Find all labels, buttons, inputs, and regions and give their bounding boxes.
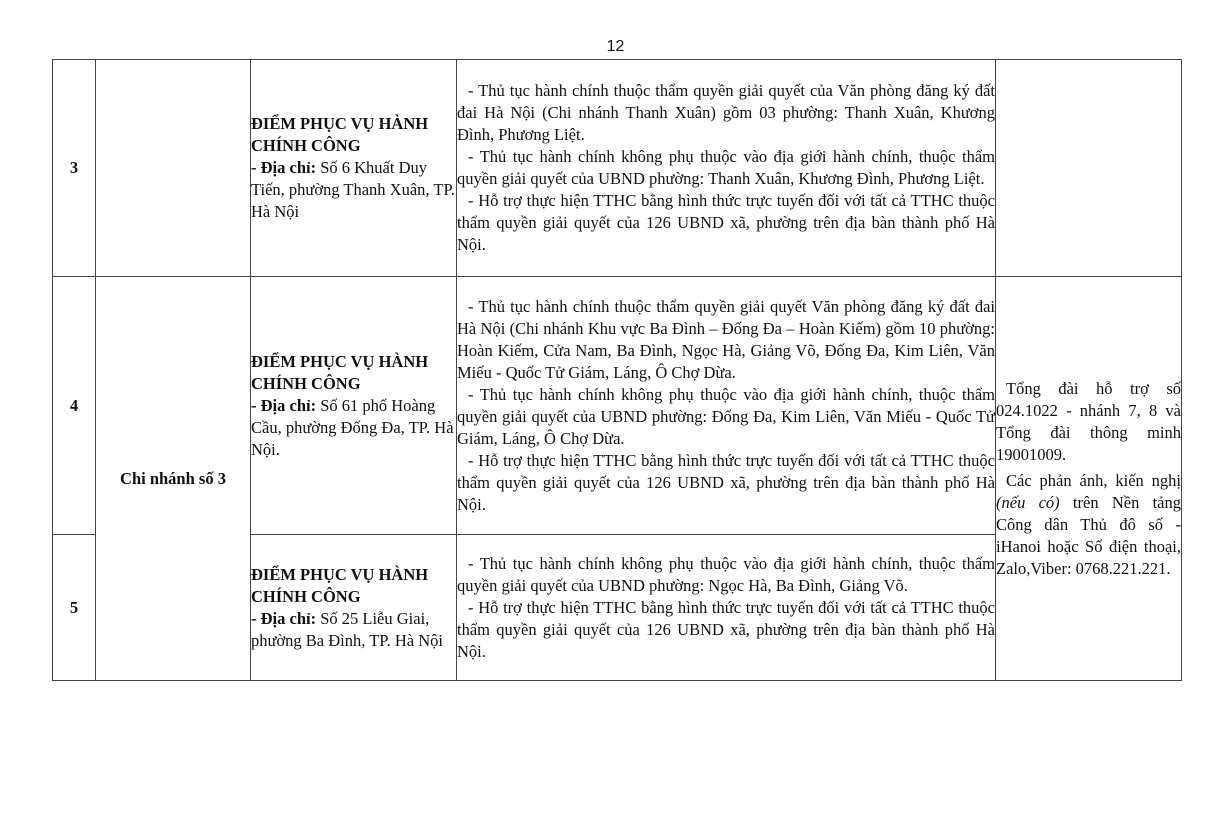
row-number: 4: [53, 277, 96, 535]
row-number: 3: [53, 60, 96, 277]
address-text: Số 61 phố Hoàng Cầu, phường Đống Đa, TP. Hà Nội.: [251, 395, 454, 459]
service-point-title: ĐIỂM PHỤC VỤ HÀNH CHÍNH CÔNG: [251, 114, 429, 155]
table-row: [53, 277, 1182, 535]
hotline-text: Tổng đài hỗ trợ số 024.1022 - nhánh 7, 8 và Tổng đài thông minh 19001009.: [996, 378, 1181, 464]
service-point-title: ĐIỂM PHỤC VỤ HÀNH CHÍNH CÔNG: [251, 351, 429, 393]
branch-cell-empty: [96, 60, 251, 277]
address-text: Số 6 Khuất Duy Tiến, phường Thanh Xuân, TP. Hà Nội: [251, 158, 455, 221]
address-label: - Địa chỉ:: [251, 608, 317, 628]
row-number: 5: [53, 535, 96, 681]
address-label: - Địa chỉ:: [251, 158, 317, 177]
procedure-paragraph: - Thủ tục hành chính thuộc thẩm quyền giải quyết của Văn phòng đăng ký đất đai Hà Nội (Chi nhánh Thanh Xuân) gồm 03 phường: Thanh Xuân, Khương Đình, Phương Liệt.: [457, 81, 995, 144]
procedure-paragraph: - Hỗ trợ thực hiện TTHC bằng hình thức trực tuyến đối với tất cả TTHC thuộc thẩm quyền giải quyết của 126 UBND xã, phường trên địa bàn thành phố Hà Nội.: [457, 597, 995, 661]
service-point-title: ĐIỂM PHỤC VỤ HÀNH CHÍNH CÔNG: [251, 564, 429, 606]
procedure-paragraph: - Thủ tục hành chính không phụ thuộc vào địa giới hành chính, thuộc thẩm quyền giải quyết của UBND phường: Đống Đa, Kim Liên, Văn Miếu - Quốc Tử Giám, Láng, Ô Chợ Dừa.: [457, 384, 995, 448]
procedures-cell: [457, 60, 996, 277]
procedure-paragraph: - Thủ tục hành chính thuộc thẩm quyền giải quyết Văn phòng đăng ký đất đai Hà Nội (Chi nhánh Khu vực Ba Đình – Đống Đa – Hoàn Kiếm) gồm 10 phường: Hoàn Kiếm, Cửa Nam, Ba Đình, Ngọc Hà, Giảng Võ, Đống Đa, Kim Liên, Văn Miếu - Quốc Tử Giám, Láng, Ô Chợ Dừa.: [457, 296, 995, 382]
procedure-paragraph: - Hỗ trợ thực hiện TTHC bằng hình thức trực tuyến đối với tất cả TTHC thuộc thẩm quyền giải quyết của 126 UBND xã, phường trên địa bàn thành phố Hà Nội.: [457, 191, 995, 254]
feedback-italic: (nếu có): [996, 492, 1060, 512]
address-text: Số 25 Liễu Giai, phường Ba Đình, TP. Hà Nội: [251, 608, 443, 650]
address-label: - Địa chỉ:: [251, 395, 317, 415]
feedback-before: Các phản ánh, kiến nghị: [1006, 470, 1181, 490]
service-point-cell: [251, 535, 457, 681]
procedures-cell: [457, 535, 996, 681]
procedures-cell: [457, 277, 996, 535]
service-point-cell: [251, 60, 457, 277]
procedure-paragraph: - Thủ tục hành chính không phụ thuộc vào địa giới hành chính, thuộc thẩm quyền giải quyết của UBND phường: Thanh Xuân, Khương Đình, Phương Liệt.: [457, 147, 995, 188]
feedback-after: trên Nền tảng Công dân Thủ đô số - iHanoi hoặc Số điện thoại, Zalo,Viber: 0768.221.221.: [996, 492, 1181, 578]
feedback-text: [996, 470, 1181, 580]
service-point-cell: [251, 277, 457, 535]
table-row: [53, 60, 1182, 277]
procedure-paragraph: - Hỗ trợ thực hiện TTHC bằng hình thức trực tuyến đối với tất cả TTHC thuộc thẩm quyền giải quyết của 126 UBND xã, phường trên địa bàn thành phố Hà Nội.: [457, 450, 995, 514]
support-cell-empty: [996, 60, 1182, 277]
page-number: 12: [606, 38, 625, 55]
service-points-table: [52, 59, 1182, 681]
branch-name: Chi nhánh số 3: [96, 277, 251, 681]
support-contact-cell: [996, 277, 1182, 681]
procedure-paragraph: - Thủ tục hành chính không phụ thuộc vào địa giới hành chính, thuộc thẩm quyền giải quyết của UBND phường: Ngọc Hà, Ba Đình, Giảng Võ.: [457, 553, 995, 595]
